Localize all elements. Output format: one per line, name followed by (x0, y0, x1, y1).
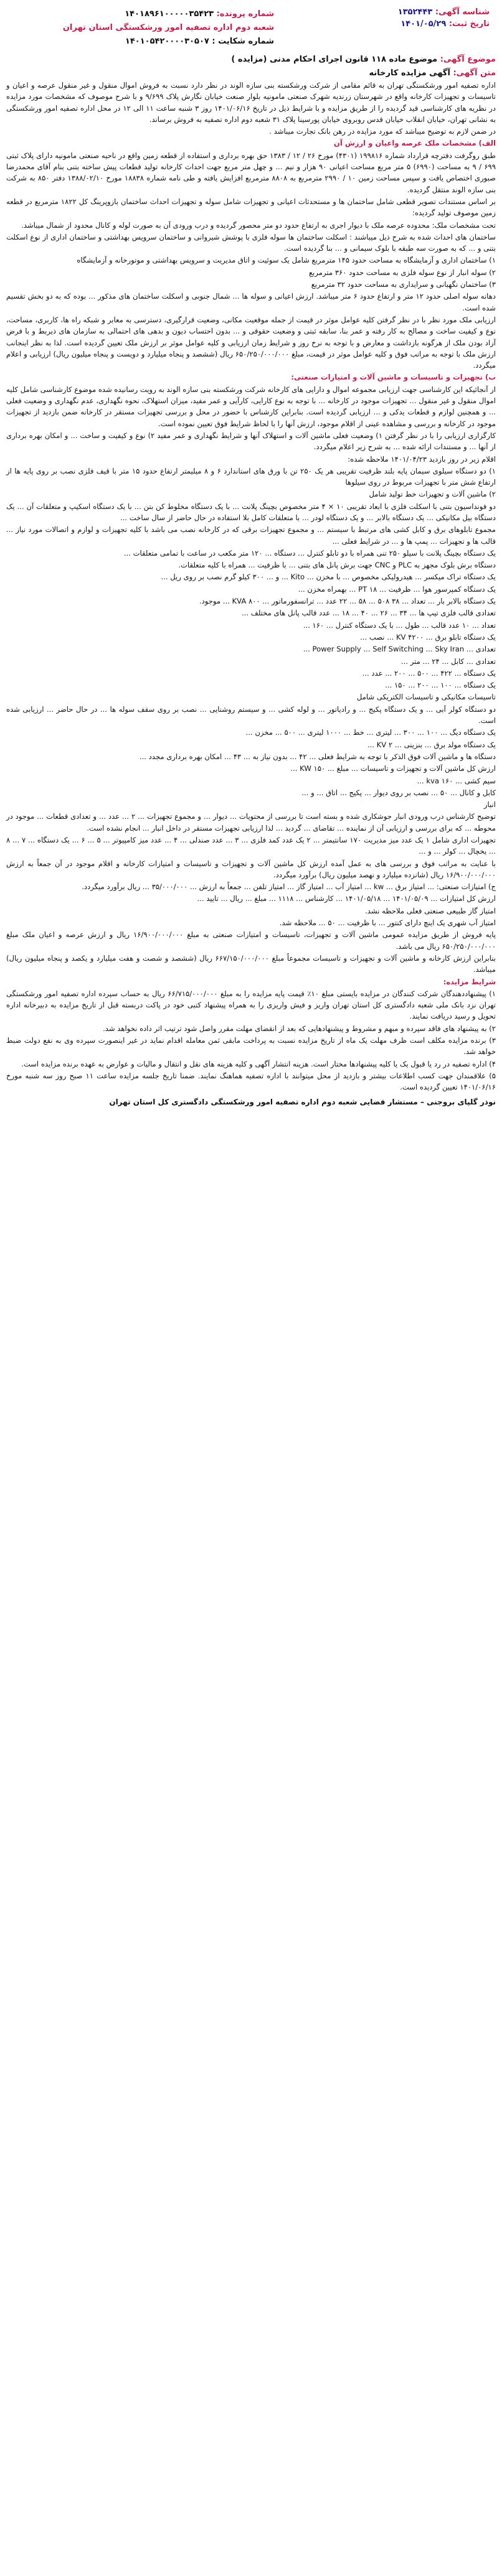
paragraph: ب) تجهیزات و تاسیسات و ماشین آلات و امتیازات صنعتی: (291, 373, 496, 382)
paragraph: ۲) سوله انبار از نوع سوله فلزی به مساحت حدود ۳۶۰ مترمربع (309, 268, 496, 277)
paragraph: مجموع تابلوهای برق و کابل کشی های مرتبط با سیستم ... و مجموع تجهیزات برقی که در کارخانه نصب می باشد با کلیه تجهیزات و لوازم و اتصالات مورد نیاز ... قالب ها و تجهیزات ... پمپ ها و ... در شرایط فعلی ... (6, 525, 496, 546)
text-title: آگهی مزایده کارخانه (369, 68, 450, 78)
subject-text: موضوع ماده ۱۱۸ قانون اجرای احکام مدنی (مزایده ) (231, 55, 438, 64)
paragraph: ارزش کل ماشین آلات و تجهیزات و تاسیسات ... مبلغ ... KW ۱۵۰ ... (290, 764, 496, 773)
header (6, 4, 496, 52)
paragraph: بر اساس مستندات تصویر قطعی شامل ساختمان ها و مستحدثات اعیانی و تجهیزات شامل سوله و تجهیزات احداث ساختمان بازوپرینگ کل ۱۸۲۲ مترمربع در قطعه زمین موصوف تولید گردیده: (6, 197, 496, 218)
court-line: شعبه دوم اداره تصفیه امور ورشکستگی استان تهران (62, 23, 274, 32)
case-line: شماره شکایت : ۱۴۰۱۰۵۴۲۰۰۰۰۳۰۵۰۷ (125, 37, 274, 46)
ad-meta-left (12, 7, 274, 49)
paragraph: دهانه سوله اصلی حدود ۱۲ متر و ارتفاع حدود ۶ متر میباشد. ارزش اعیانی و سوله ها ... شمال جنوبی و اسکلت ساختمان های مذکور ... بوده که به دو بخش تقسیم شده است. (6, 292, 496, 312)
subject-label: موضوع آگهی: (440, 55, 496, 64)
paragraph: ساختمان های احداث شده به شرح ذیل میباشند : اسکلت ساختمان ها سوله فلزی با پوشش شیروانی و ساختمان سرویس بهداشتی و ساختمان اداری از نوع اسکلت بتنی و ... که به صورت سه طبقه با بلوک سیمانی و ... بنا گردیده است. (6, 232, 496, 253)
paragraph: شرایط مزایده: (443, 977, 496, 986)
paragraph: ارزیابی ملک مورد نظر با در نظر گرفتن کلیه عوامل موثر در قیمت از جمله موقعیت مکانی، وضعیت قرارگیری، دسترسی به معابر و شبکه راه ها، کاربری، مساحت، نوع و کیفیت ساخت و مصالح به کار رفته و عمر بنا، سابقه ثبتی و وضعیت حقوقی و ... بدون احتساب دیون و بدهی های احتمالی به سازمان های ذیربط و با فرض آزاد بودن ملک از هرگونه بازداشت و معارض و با توجه به نرخ روز و شرایط زمان ارزیابی و کلیه عوامل موثر بر ارزش ملک تعیین گردیده است. لذا به نظر اینجانب ارزش ملک با توجه به مراتب فوق و کلیه عوامل موثر در قیمت، مبلغ ۶۵۰/۲۵۰/۰۰۰/۰۰۰ ریال (ششصد و پنجاه میلیارد و دویست و پنجاه میلیون ریال) ارزیابی و اعلام میگردد. (6, 315, 496, 370)
paragraph: از آنجائیکه این کارشناسی جهت ارزیابی مجموعه اموال و دارایی های کارخانه شرکت ورشکسته بنی سازه الوند به رویت رسانیده شده موضوع کارشناسی شامل کلیه اموال منقول و غیر منقول ... تجهیزات موجود در کارخانه ... با توجه به نوع کارایی، کارآیی و عمر مفید، میزان استهلاک، نحوه نگهداری، عدم نگهداری و وضعیت فعلی ... و همچنین لوازم و قطعات یدکی و ... ارزیابی گردیده است. بنابراین کارشناس با حضور در محل و بررسی تجهیزات مستقر در کارخانه ضمن بازدید از تجهیزات موجود در کارخانه و بررسی و مشاهده عینی از اقلام موجود، ارزش آنها را با لحاظ شرایط فوق تعیین نموده است. (6, 385, 496, 428)
paragraph: اقلام زیر در روز بازدید ۱۴۰۱/۰۴/۲۳ ملاحظه شده: (348, 454, 496, 464)
paragraph: تجهیزات اداری شامل ۱ یک عدد میز مدیریت ۱۷۰ سانتیمتر ... ۲ یک عدد کمد فلزی ... ۳ ... عدد صندلی ... ۴ ... عدد میز کامپیوتر ... ۵ ... ۶ ... یک دستگاه ... ۷ ... ۸ ... یخچال ... کولر ... و ... (6, 836, 496, 856)
reg-date: ۱۴۰۱/۰۵/۲۹ (400, 19, 447, 29)
paragraph: ۱) پیشنهاددهندگان شرکت کنندگان در مزایده بایستی مبلغ ۱۰٪ قیمت پایه مزایده را به مبلغ ۶۶/۷۱۵/۰۰۰/۰۰۰ ریال به حساب سپرده اداره تصفیه امور ورشکستگی تهران نزد بانک ملی شعبه دادگستری کل استان تهران واریز و فیش واریزی را به همراه پیشنهاد کتبی خود در پاکت دربسته قبل از تاریخ مزایده به دبیرخانه اداره تحویل و رسید دریافت نمایند. (6, 989, 496, 1021)
paragraph: یک دستگاه ... ۱۰۰ ... ۲۰۰ ... ۱۵۰ ... (385, 681, 496, 690)
paragraph: کابل و کانال ... ۵۰ ... نصب بر روی دیوار ... پکیج ... اتاق ... و ... (301, 788, 496, 797)
paragraph: یک دستگاه تابلو برق ... KV ۴۲۰۰ ... نصب ... (360, 632, 496, 642)
paragraph: دستگاه ها و ماشین آلات فوق الذکر با توجه به شرایط فعلی ... ۴۲ ... بدون نیاز به ... ۴۳ ... امکان بهره برداری مجدد ... (139, 752, 496, 761)
paragraph: دو دستگاه کولر آبی ... و یک دستگاه پکیج ... و رادیاتور ... و لوله کشی ... و سیستم روشنایی ... نصب بر روی سقف سوله ها ... در حال حاضر ... ارزیابی شده است. (6, 704, 496, 726)
paragraph: ج) امتیازات صنعتی: ... امتیاز برق ... kw ... امتیاز آب ... امتیاز گاز ... امتیاز تلفن ... جمعاً به ارزش ... ۳۵/۰۰۰/۰۰۰ ... ریال برآورد میگردد. (82, 882, 496, 892)
paragraph: یک دستگاه بچینگ پلانت با سیلو ۲۵۰ تنی همراه با دو تابلو کنترل ... دستگاه ... ۱۲۰ متر مکعب در ساعت با تمامی متعلقات ... (123, 548, 496, 558)
subject (6, 54, 496, 66)
paragraph: ۳) برنده مزایده مکلف است ظرف مهلت یک ماه از تاریخ مزایده نسبت به پرداخت مابقی ثمن معامله اقدام نماید در غیر اینصورت سپرده وی به نفع دولت ضبط خواهد شد. (6, 1036, 496, 1057)
paragraph: امتیاز آب شهری یک اینچ دارای کنتور ... با ظرفیت ... ۵۰ ... ملاحظه شد. (279, 918, 496, 928)
paragraph: در ضمن لازم به توضیح میباشد که مورد مزایده در رهن بانک تجارت میباشد . (269, 127, 496, 136)
paragraph: الف) مشخصات ملک عرصه واعیان و ارزش آن (333, 139, 496, 148)
paragraph: تعدادی ... کابل ... ۲۴ ... متر ... (400, 656, 496, 666)
publish-number-row (12, 7, 274, 21)
paragraph: ۵) علاقمندان جهت کسب اطلاعات بیشتر و بازدید از محل میتوانند با اداره تصفیه هماهنگ نمایند. ضمنا تاریخ جلسه مزایده ساعت ۱۱ صبح روز سه شنبه مورخ ۱۴۰۱/۰۶/۱۶ تعیین گردیده است. (6, 1071, 496, 1092)
paragraph: یک دستگاه کمپرسور هوا ... ظرفیت ... PT ۱۸ ... بهمراه مخزن ... (298, 584, 496, 594)
publish-number: ۱۴۰۱۸۹۶۱۰۰۰۰۰۳۵۴۲۳ (125, 9, 214, 19)
ad-id: ۱۳۵۲۴۴۳ (397, 7, 433, 17)
paragraph: انبار (483, 800, 496, 810)
paragraph: یک دستگاه بالابر بار ... تعداد ... ۳۸ ۵۰۸ ... ۵۸ ... ۲۲ عدد ... ترانسفورماتور ... ۸۰۰ KVA ... موجود. (199, 597, 496, 606)
ad-id-row (334, 6, 490, 18)
paragraph: تعداد ... ۱۰ عدد قالب ... طول ... با یک دستگاه کنترل ... ۱۶۰ ... (303, 620, 496, 630)
paragraph: دستگاه برش بلوک مجهز به PLC و CNC جهت برش پانل های بتنی ... با ظرفیت ... همراه با کلیه متعلقات. (178, 561, 496, 570)
paragraph: ۴) اداره تصفیه در رد یا قبول یک یا کلیه پیشنهادها مختار است. هزینه انتشار آگهی و کلیه هزینه های نقل و انتقال و مالیات و عوارض به عهده برنده مزایده است. (21, 1059, 496, 1068)
paragraph: با عنایت به مراتب فوق و بررسی های به عمل آمده ارزش کل ماشین آلات و تجهیزات و تاسیسات و امتیازات کارخانه و اقلام موجود در آن جمعاً به ارزش ۱۶/۹۰۰/۰۰۰/۰۰۰ ریال (شانزده میلیارد و نهصد میلیون ریال) برآورد میگردد. (6, 859, 496, 879)
reg-date-label: تاریخ ثبت: (448, 19, 490, 29)
reg-date-row (334, 18, 490, 30)
paragraph: یک دستگاه دیگ ... ۱۰۰ ... ۳۰۰ ... لیتری ... خط ... ۱۰۰۰ لیتری ... ۵۰۰ ... مخزن ... (245, 728, 496, 737)
paragraph: تعدادی قالب فلزی تیپ ها ... ۳۴ ... ۲۶ ... ۴۰ ... ۱۸ ... عدد قالب پانل های مختلف ... (242, 609, 496, 618)
paragraph: تاسیسات مکانیکی و تاسیسات الکتریکی شامل (356, 693, 496, 702)
paragraph: اداره تصفیه امور ورشکستگی تهران به قائم مقامی از شرکت ورشکسته بنی سازه الوند در نظر دارد نسبت به فروش اموال منقول و غیر منقول عرصه و اعیان و تاسیسات و تجهیزات کارخانه واقع در شهرستان زرندیه شهرک صنعتی مامونیه بلوار صنعت خیابان نگارش پلاک ۹/۶۹۹ و با شرح موصوف که مشخصات مورد مزایده در نظریه های کارشناسی قید گردیده را از طریق مزایده و با شرایط ذیل در تاریخ ۱۴۰۱/۰۶/۱۶ روز ۳ شنبه ساعت ۱۱ الی ۱۲ در محل اداره تصفیه امور ورشکستگی به نشانی تهران، خیابان انقلاب خیابان قدس روبروی خیابان پورسینا پلاک ۳۱ شعبه دوم اداره تصفیه به فروش برساند. (6, 81, 496, 124)
ad-id-label: شناسه آگهی: (435, 7, 490, 17)
paragraph: تعدادی ... Power Supply ... Self Switching ... Sky Iran ... (303, 645, 496, 654)
ad-meta-right (334, 6, 490, 30)
paragraph: یک دستگاه ... ۴۲۲ ... ۵۰۰ ... ۲۰۰ ... عدد ... (362, 668, 496, 678)
paragraph: بنابراین ارزش کارخانه و ماشین آلات و تجهیزات و تاسیسات مجموعاً مبلغ ۶۶۷/۱۵۰/۰۰۰/۰۰۰ ریال (ششصد و شصت و هفت میلیارد و یکصد و پنجاه میلیون ریال) میباشد. (6, 953, 496, 974)
text-label: متن آگهی: (453, 68, 496, 78)
paragraph: ۲) به پیشنهاد های فاقد سپرده و مبهم و مشروط و پیشنهادهایی که بعد از انقضای مهلت مقرر واصل شود ترتیب اثر داده نخواهد شد. (103, 1024, 496, 1033)
text-heading (6, 67, 496, 80)
signature: نوذر گلپای بروجنی – مستشار قضایی شعبه دوم اداره تصفیه امور ورشکستگی دادگستری کل استان تهران (109, 1097, 496, 1106)
paragraph: یک دستگاه مولد برق ... بنزینی ... ۲ KV ... (367, 740, 496, 749)
paragraph: ۱) ساختمان اداری و آزمایشگاه به مساحت حدود ۱۴۵ مترمربع شامل یک سوئیت و اتاق مدیریت و سرویس بهداشتی و موتورخانه و آزمایشگاه (77, 256, 496, 265)
paragraph: امتیاز گاز طبیعی صنعتی فعلی ملاحظه نشد. (365, 906, 496, 915)
paragraph: دو فونداسیون بتنی با اسکلت فلزی با ابعاد تقریبی ۱۰ × ۴ متر مخصوص بچینگ پلانت ... با یک دستگاه مخلوط کن بتن ... با یک دستگاه اسکیپ و متعلقات آن ... یک دستگاه بیل مکانیکی ... یک دستگاه بالابر ... و یک دستگاه لودر ... با متعلقات کامل بلا استفاده در حال حاضر از سال ساخت ... (6, 502, 496, 522)
publish-number-label: شماره پرونده: (216, 9, 274, 19)
paragraph: ۲) ماشین آلات و تجهیزات خط تولید شامل (369, 490, 496, 499)
ad-body (6, 80, 496, 1093)
paragraph: کارگزاری ارزیابی را با در نظر گرفتن ۱) وضعیت فعلی ماشین آلات و استهلاک آنها و شرایط نگهداری و عمر مفید ۲) نوع و کیفیت و ساخت ... و امکان بهره برداری از آنها ... و مستندات ارائه شده ... به شرح زیر اعلام میگردد. (6, 431, 496, 452)
paragraph: طبق روگرفت دفترچه قرارداد شماره ۱۹۹۸۱۶ (۴۳۰۱) مورخ ۲۶ / ۱۲ / ۱۳۸۳ حق بهره برداری و استفاده از قطعه زمین واقع در ناحیه صنعتی مامونیه دارای پلاک ثبتی ۶۹۹ / ۹ به مساحت (۶۹۹۰) ۵ متر مربع مساحت اعیانی ۹۰ هزار و نیم ... و چهل متر مربع جهت احداث کارخانه تولید قطعات پیش ساخته بتنی بنام آقای محمدرضا صبوری اختصاص یافت و سپس مساحت زمین ۱۰ / ۲۹۹۰ مترمربع به ۸۸۰۸ مترمربع افزایش یافته و طی نامه شماره ۱۸۸۳۸ مورخ ۱۳۸۸/۰۲/۱۰ دفتر ۸۵۰ به شرکت بنی سازه الوند منتقل گردیده. (6, 151, 496, 194)
paragraph: تحت مشخصات ملک: محدوده عرصه ملک با دیوار اجری به ارتفاع حدود دو متر محصور گردیده و درب ورودی آن به صورت لوله و کانال محدود از شمال میباشد. (21, 220, 496, 230)
paragraph: سیم کشی ... kva ۱۶۰ ... (417, 776, 496, 785)
paragraph: توضیح کارشناس درب ورودی انبار جوشکاری شده و بسته است تا بررسی از محتویات ... دیوار ... و مجموع تجهیزات ... ۲ ... عدد ... و تعدادی قطعات ... موجود در محوطه ... که برای بررسی و ارزیابی آن از نماینده ... تقاضای ... گردید ... لذا ارزیابی تجهیزات مستقر در داخل انبار ... انجام نشده است. (6, 812, 496, 833)
paragraph: ۳) ساختمان نگهبانی و سرایداری به مساحت حدود ۳۲ مترمربع (311, 280, 496, 289)
paragraph: یک دستگاه تراک میکسر ... هیدرولیکی مخصوص ... با مخزن ... Kito ... و ... ۳۰۰ کیلو گرم نصب بر روی ریل ... (161, 572, 496, 582)
paragraph: پایه فروش از طریق مزایده عمومی ماشین آلات و تجهیزات، تاسیسات و امتیازات صنعتی به مبلغ ۱۶/۹۰۰/۰۰۰/۰۰۰ ریال و ارزش عرصه و اعیان ملک مبلغ ۶۵۰/۲۵۰/۰۰۰/۰۰۰ ریال می باشد. (6, 930, 496, 951)
paragraph: ۱) دو دستگاه سیلوی سیمان پایه بلند ظرفیت تقریبی هر یک ۲۵۰ تن با ورق های استاندارد ۶ و ۸ میلیمتر ارتفاع حدود ۱۵ متر با قیف فلزی نصب بر روی پایه ها از ارتفاع شش متر با تجهیزات مربوط در روی سیلوها (6, 466, 496, 487)
paragraph: ارزش کل امتیازات ... ۱۴۰۱/۰۵/۰۹ ... ۱۴۰۱/۰۵/۱۸ ... کارشناس ... ۱۱۱۸ ... مبلغ ... ریال ... تایید ... (197, 894, 496, 903)
